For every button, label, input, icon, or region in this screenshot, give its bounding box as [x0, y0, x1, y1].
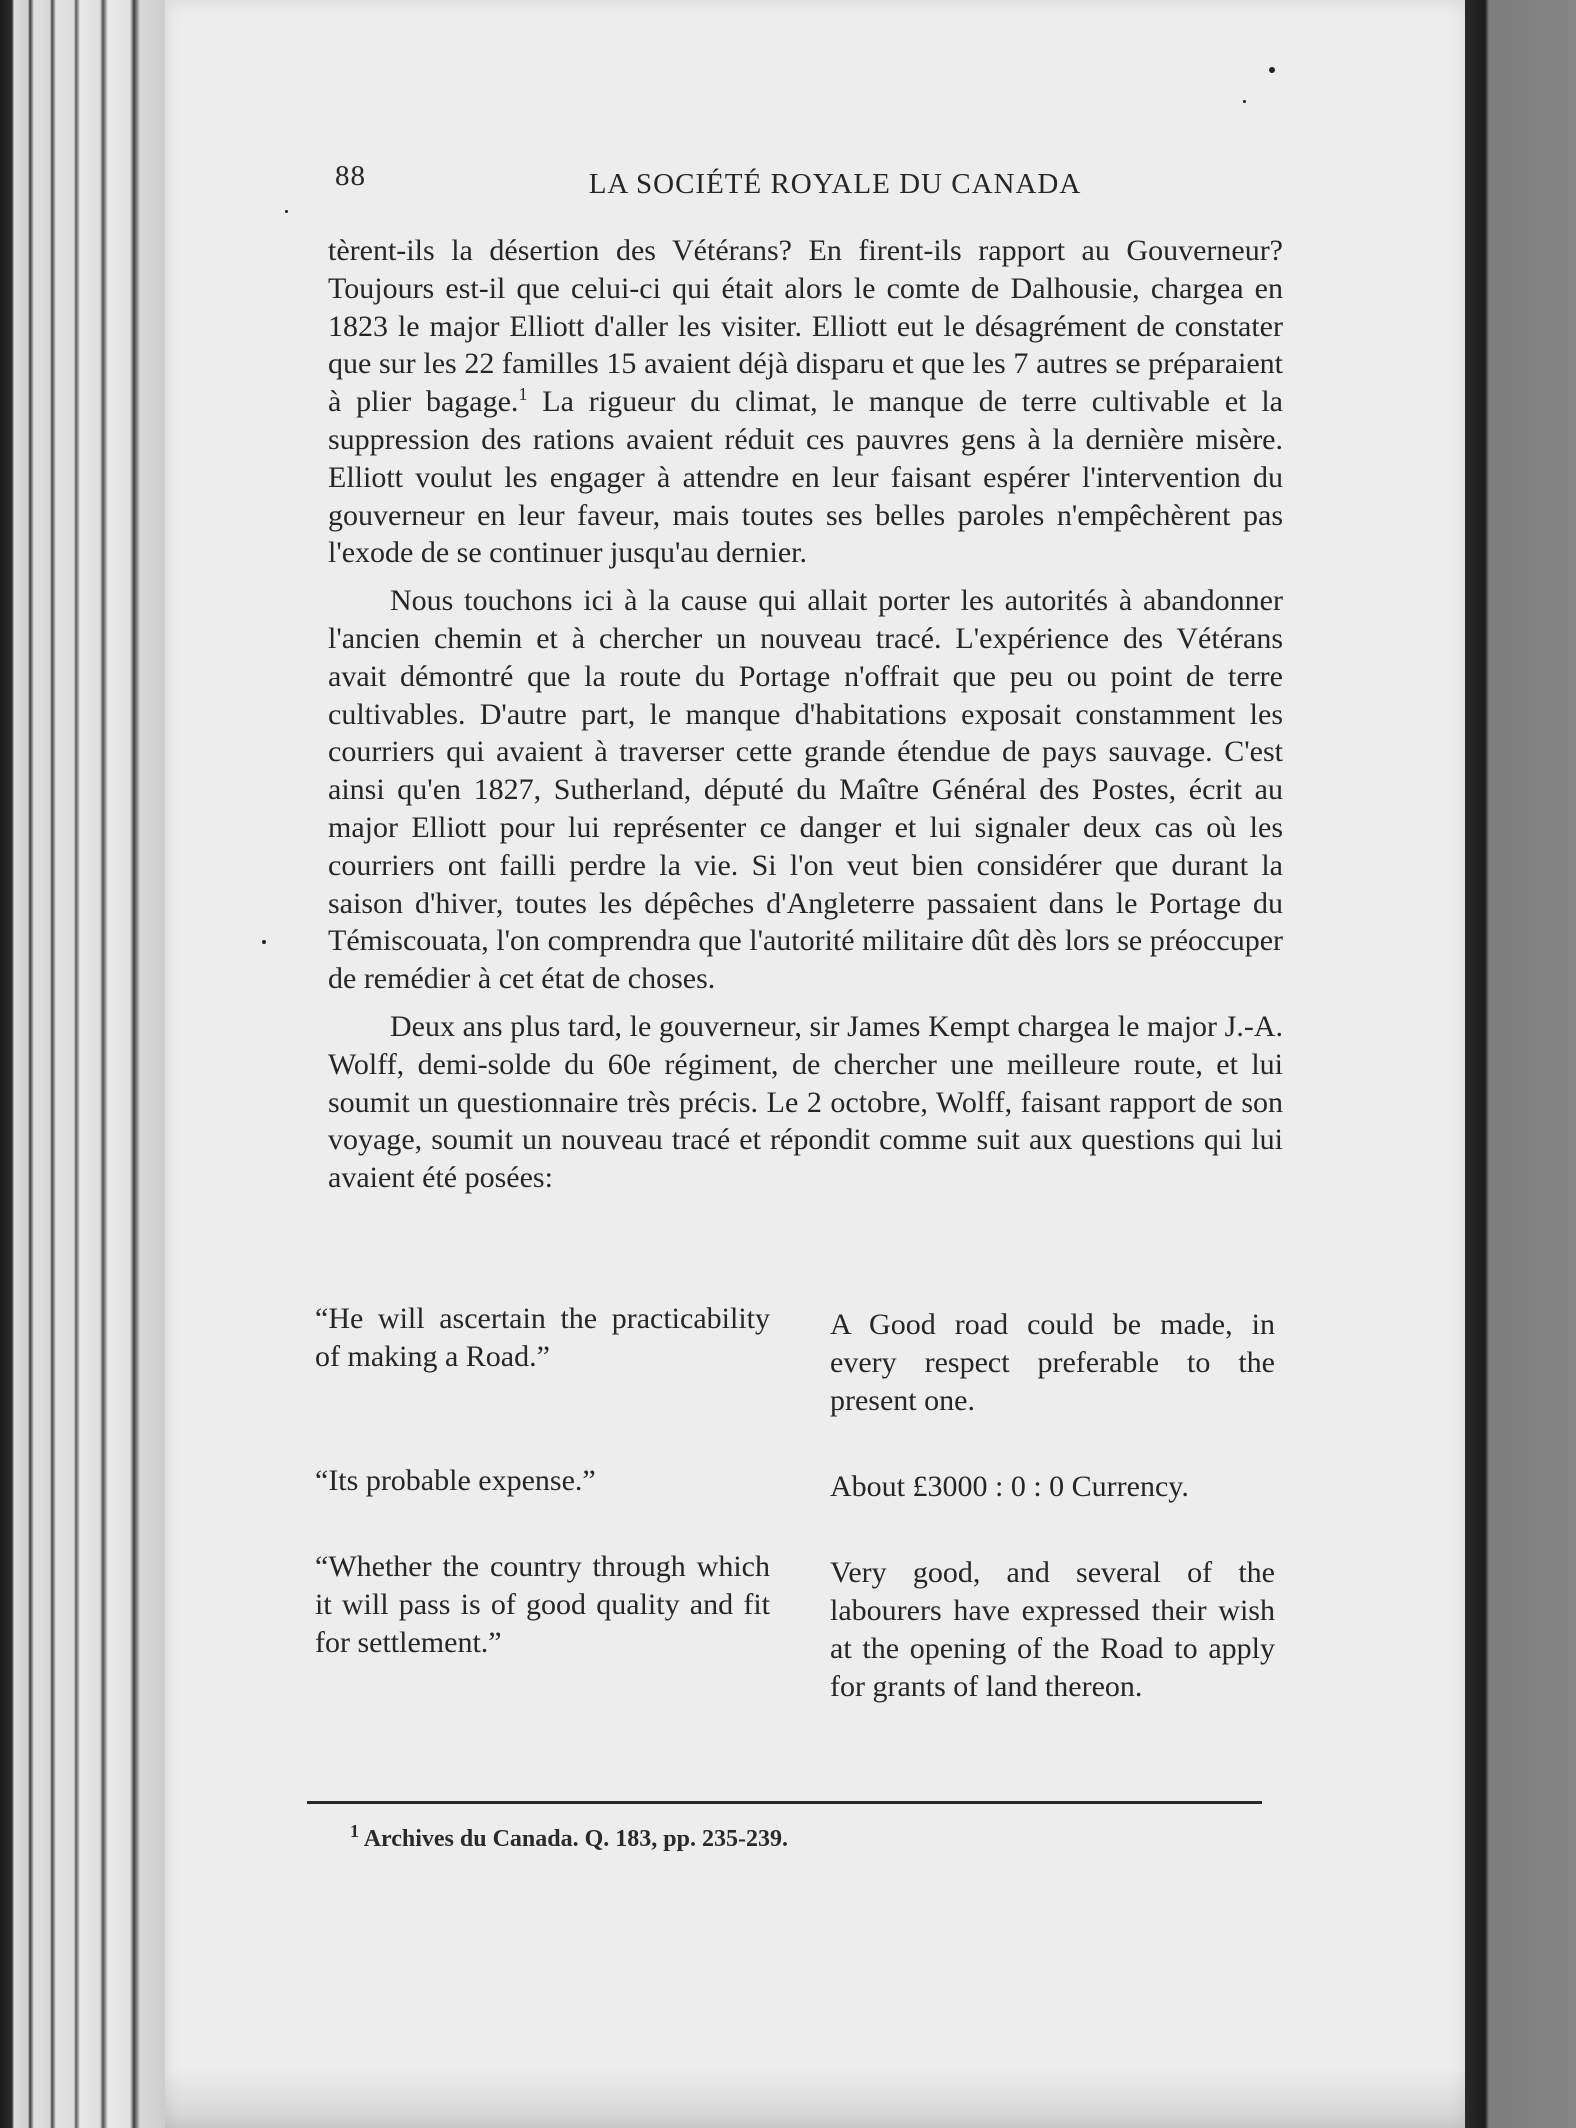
page-number: 88 — [335, 160, 366, 192]
qa-answer: About £3000 : 0 : 0 Currency. — [830, 1470, 1189, 1503]
qa-answer: Very good, and several of the labourers have expressed their wish at the opening of the Road to apply for grants of land thereon. — [830, 1556, 1275, 1703]
paragraph-1 — [328, 232, 1283, 572]
footnote — [350, 1821, 1250, 1853]
page-header — [335, 160, 1275, 200]
page-right-edge — [1465, 0, 1576, 2128]
paragraph-3: Deux ans plus tard, le gouverneur, sir James Kempt chargea le major J.-A. Wolff, demi-solde du 60e régiment, de chercher une meilleure route, et lui soumit un questionnaire très précis. Le 2 octobre, Wolff, faisant rapport de son voyage, soumit un nouveau tracé et répondit comme suit aux questions qui lui avaient été posées: — [328, 1009, 1283, 1195]
qa-answer: A Good road could be made, in every respect preferable to the present one. — [830, 1308, 1275, 1417]
paragraph-2: Nous touchons ici à la cause qui allait porter les autorités à abandonner l'ancien chemin et à chercher un nouveau tracé. L'expérience des Vétérans avait démontré que la route du Portage n'offrait que peu ou point de terre cultivables. D'autre part, le manque d'habitations exposait constamment les courriers qui avaient à traverser cette grande étendue de pays sauvage. C'est ainsi qu'en 1827, Sutherland, député du Maître Général des Postes, écrit au major Elliott pour lui représenter ce danger et lui signaler deux cas où les courriers ont failli perdre la vie. Si l'on veut bien considérer que durant la saison d'hiver, toutes les dépêches d'Angleterre passaient dans le Portage du Témiscouata, l'on comprendra que l'autorité militaire dût dès lors se préoccuper de remédier à cet état de choses. — [328, 584, 1283, 996]
qa-question: “He will ascertain the practicability of making a Road.” — [315, 1302, 770, 1373]
dust-speck — [262, 940, 266, 944]
dust-speck — [285, 210, 288, 213]
footnote-marker: 1 — [518, 384, 528, 405]
paragraph-1-text: tèrent-ils la désertion des Vétérans? En firent-ils rapport au Gouverneur? Toujours est-il que celui-ci qui était alors le comte de Dalhousie, chargea en 1823 le major Elliott d'aller les visiter. Elliott eut le désagrément de constater que sur les 22 familles 15 avaient déjà disparu et que les 7 autres se préparaient à plier bagage. — [328, 234, 1283, 419]
qa-row — [315, 1300, 1275, 1420]
footnote-rule — [307, 1801, 1262, 1804]
book-binding — [0, 0, 175, 2128]
questionnaire — [315, 1300, 1275, 1748]
footnote-text: Archives du Canada. Q. 183, pp. 235-239. — [363, 1826, 788, 1852]
paragraph-1-continuation: La rigueur du climat, le manque de terre cultivable et la suppression des rations avaient réduit ces pauvres gens à la dernière misère. Elliott voulut les engager à attendre en leur faisant espérer l'intervention du gouverneur en leur faveur, mais toutes ses belles paroles n'empêchèrent pas l'exode de se continuer jusqu'au dernier. — [328, 385, 1283, 570]
body-text — [328, 232, 1283, 1207]
qa-row — [315, 1548, 1275, 1706]
dust-speck — [1243, 100, 1246, 103]
qa-question: “Its probable expense.” — [315, 1464, 596, 1497]
qa-question: “Whether the country through which it will pass is of good quality and fit for settlement.” — [315, 1550, 770, 1659]
dust-speck — [1269, 67, 1275, 73]
running-title: LA SOCIÉTÉ ROYALE DU CANADA — [588, 168, 1082, 200]
qa-row — [315, 1462, 1275, 1506]
footnote-number: 1 — [350, 1821, 359, 1841]
